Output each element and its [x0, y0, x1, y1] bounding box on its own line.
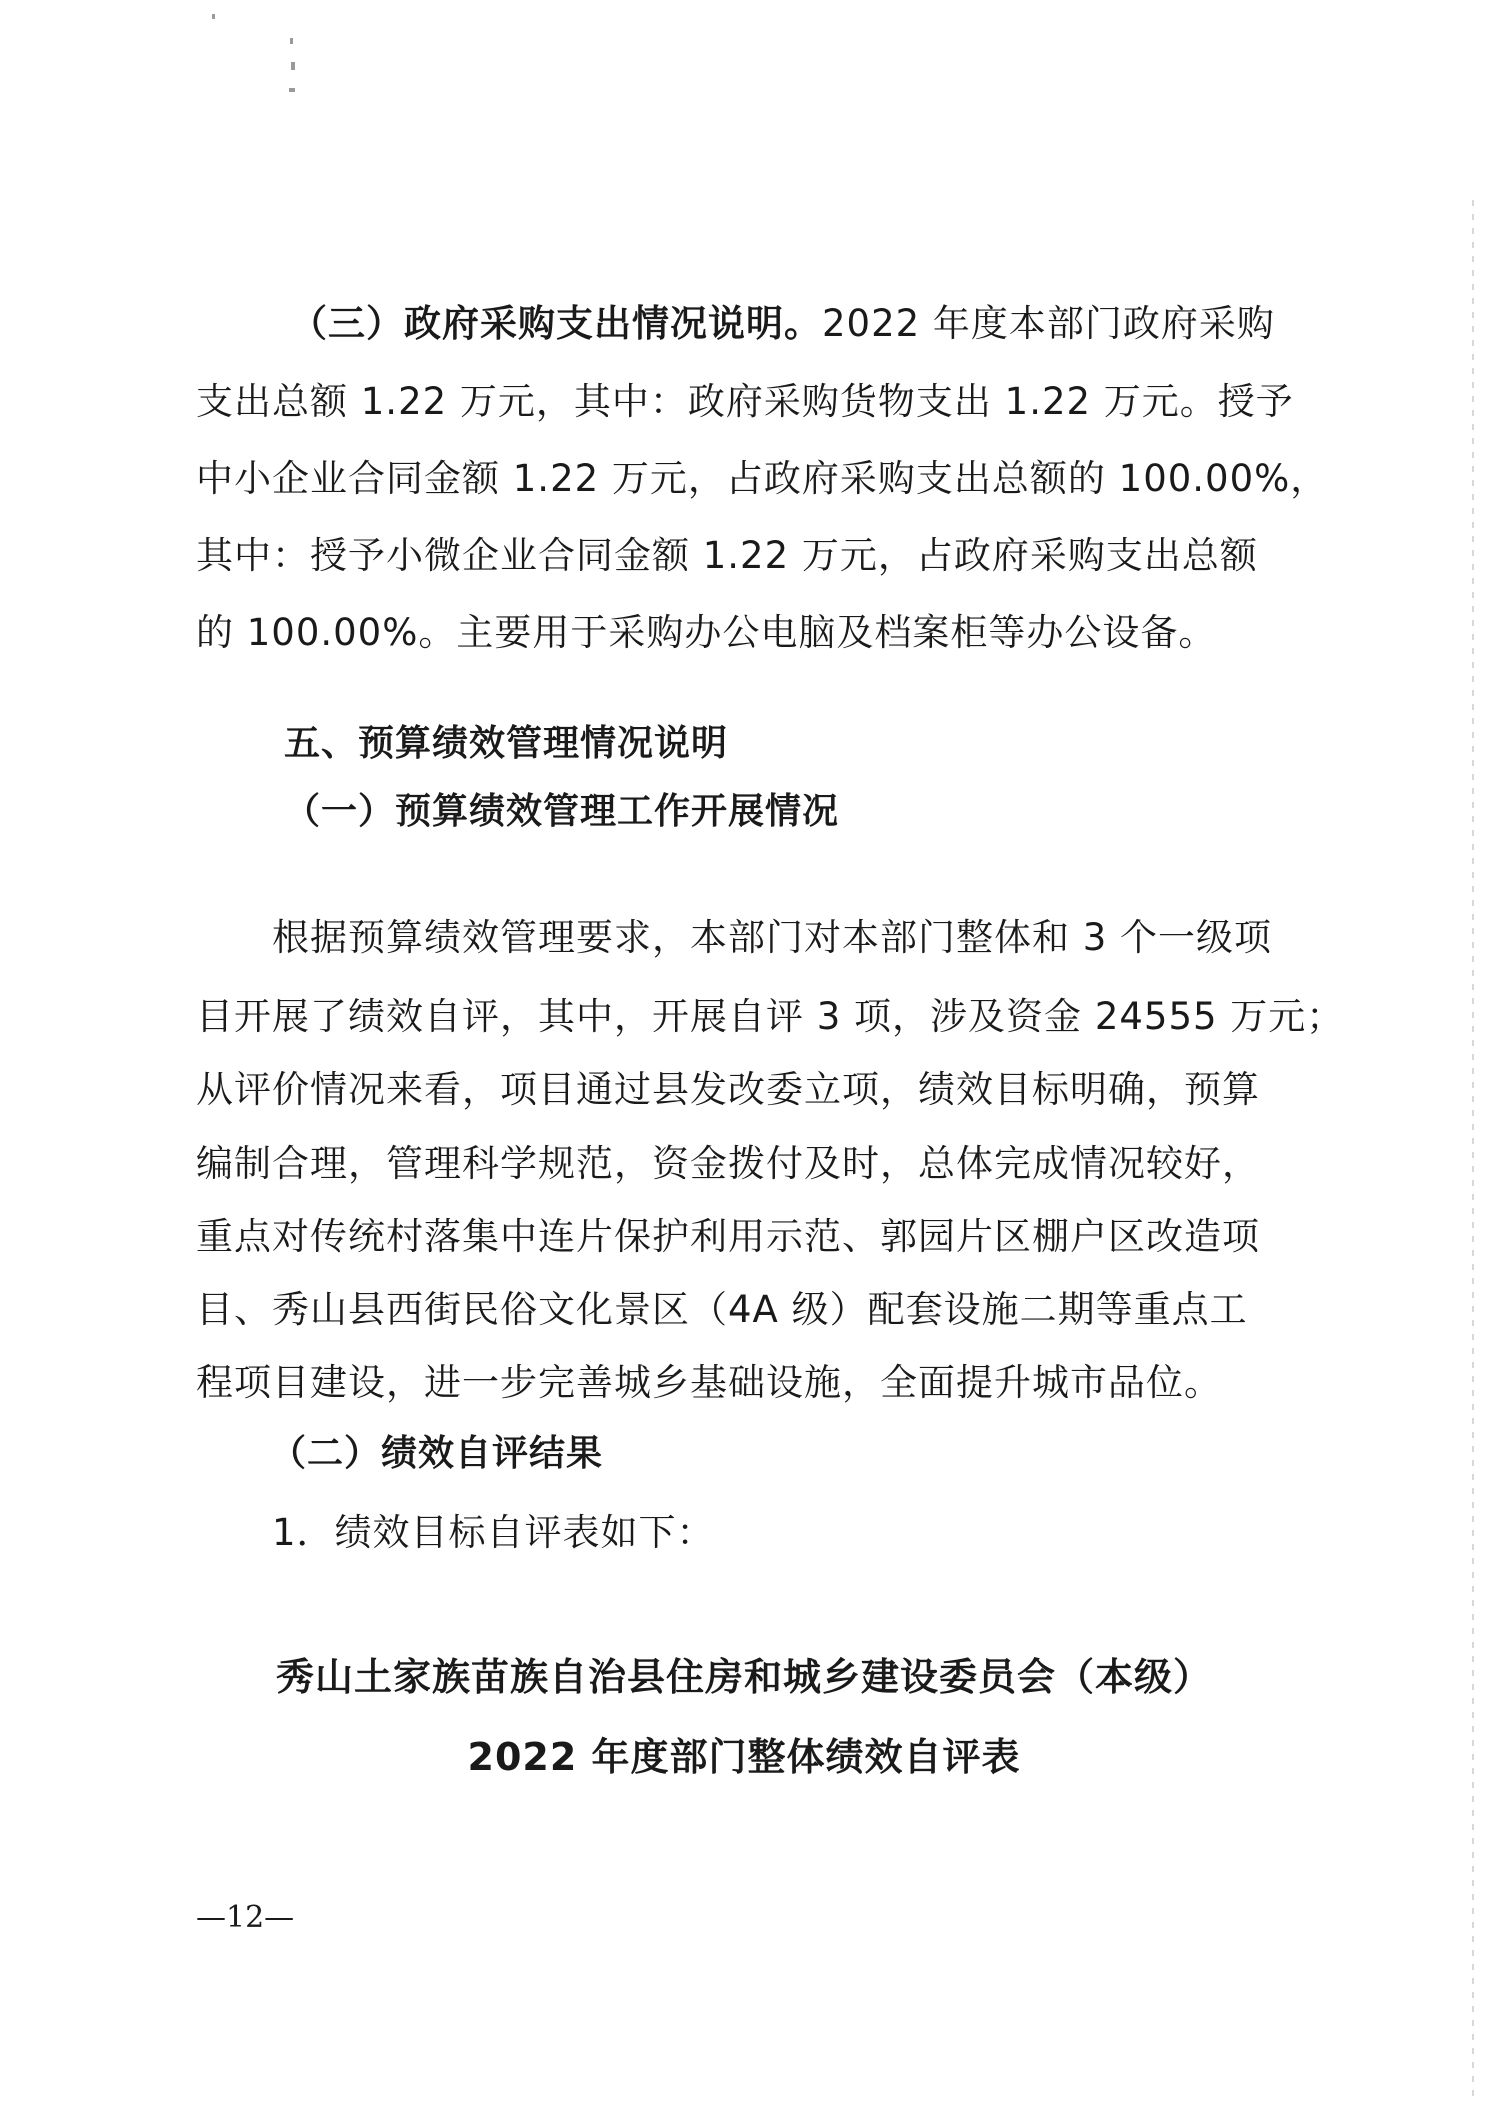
section-3-line-1	[290, 302, 1275, 345]
table-title-line-1: 秀山土家族苗族自治县住房和城乡建设委员会（本级）	[275, 1655, 1212, 1699]
section-5-1-heading: （一）预算绩效管理工作开展情况	[284, 791, 840, 832]
section-5-1-line-3: 从评价情况来看，项目通过县发改委立项，绩效目标明确，预算	[196, 1068, 1260, 1111]
table-title-line-2: 2022 年度部门整体绩效自评表	[467, 1735, 1021, 1779]
section-5-1-line-2: 目开展了绩效自评，其中，开展自评 3 项，涉及资金 24555 万元；	[196, 995, 1345, 1038]
scan-speck	[289, 88, 295, 92]
section-3-heading: （三）政府采购支出情况说明。	[290, 302, 822, 345]
section-3-line-4: 其中：授予小微企业合同金额 1.22 万元，占政府采购支出总额	[196, 534, 1258, 577]
section-3-line-5: 的 100.00%。主要用于采购办公电脑及档案柜等办公设备。	[196, 611, 1217, 654]
section-3-line-2: 支出总额 1.22 万元，其中：政府采购货物支出 1.22 万元。授予	[196, 380, 1294, 423]
scan-edge	[1472, 200, 1474, 2100]
scan-speck	[290, 38, 293, 44]
section-5-1-line-7: 程项目建设，进一步完善城乡基础设施，全面提升城市品位。	[196, 1361, 1222, 1404]
section-5-1-line-5: 重点对传统村落集中连片保护利用示范、郭园片区棚户区改造项	[196, 1215, 1260, 1258]
section-3-text: 2022 年度本部门政府采购	[822, 302, 1275, 345]
section-5-1-line-6: 目、秀山县西街民俗文化景区（4A 级）配套设施二期等重点工	[196, 1288, 1248, 1331]
section-5-1-line-4: 编制合理，管理科学规范，资金拨付及时，总体完成情况较好，	[196, 1142, 1260, 1185]
section-5-2-heading: （二）绩效自评结果	[270, 1433, 604, 1474]
section-3-line-3: 中小企业合同金额 1.22 万元，占政府采购支出总额的 100.00%，	[196, 457, 1329, 500]
section-5-2-item-1: 1．绩效目标自评表如下：	[272, 1511, 715, 1554]
section-5-1-line-1: 根据预算绩效管理要求，本部门对本部门整体和 3 个一级项	[272, 916, 1273, 959]
scan-speck	[212, 14, 215, 19]
section-5-heading: 五、预算绩效管理情况说明	[284, 723, 729, 764]
scan-speck	[291, 62, 295, 70]
page-number: —12—	[196, 1900, 295, 1935]
